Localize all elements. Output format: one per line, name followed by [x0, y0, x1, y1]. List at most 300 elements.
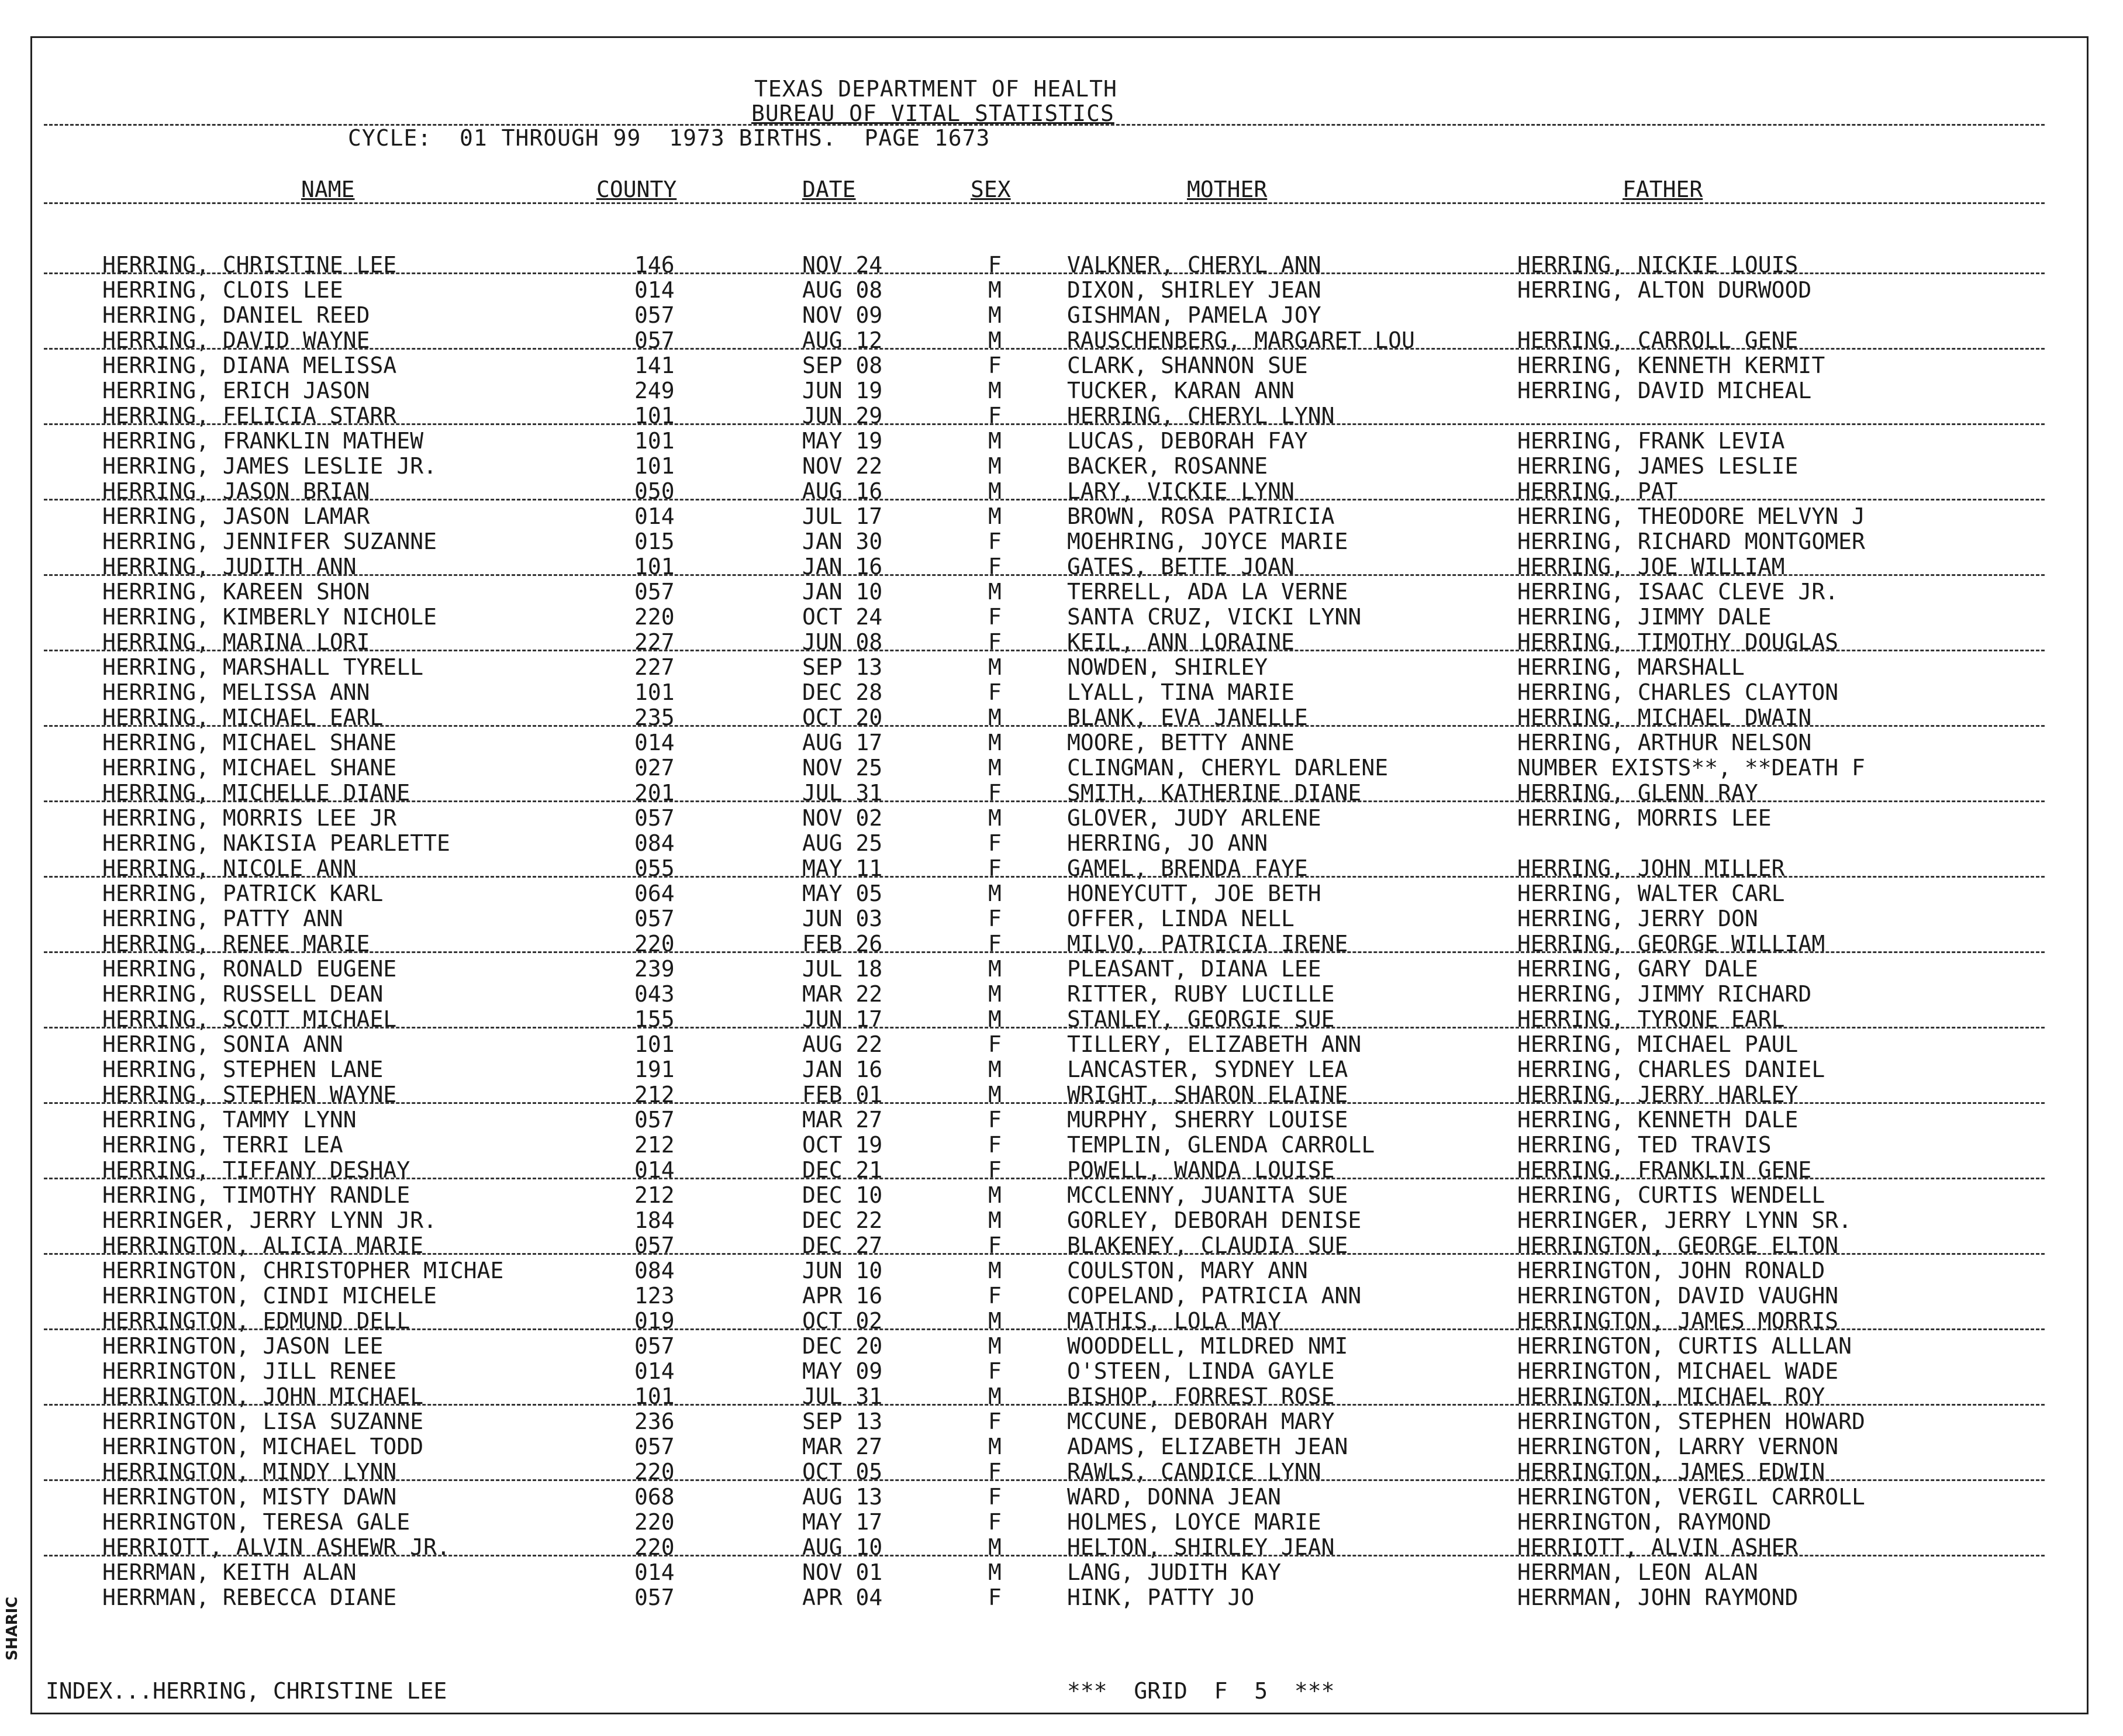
cell-mother: HERRING, CHERYL LYNN [1067, 403, 1335, 429]
cell-name: HERRING, MARINA LORI [102, 629, 370, 655]
cell-sex: F [988, 1484, 1002, 1510]
cell-sex: M [988, 1006, 1002, 1032]
cell-name: HERRMAN, REBECCA DIANE [102, 1585, 397, 1610]
cell-father: HERRINGTON, CURTIS ALLLAN [1517, 1333, 1852, 1359]
cell-father: HERRING, ISAAC CLEVE JR. [1517, 579, 1839, 605]
cell-mother: RAUSCHENBERG, MARGARET LOU [1067, 327, 1415, 353]
cell-date: MAY 17 [802, 1509, 883, 1535]
cell-sex: M [988, 1207, 1002, 1233]
cell-mother: KEIL, ANN LORAINE [1067, 629, 1294, 655]
row-divider [44, 1404, 2045, 1406]
cell-date: NOV 01 [802, 1559, 883, 1585]
cell-sex: F [988, 931, 1002, 957]
row-divider [44, 1479, 2045, 1481]
cell-sex: F [988, 252, 1002, 278]
cell-father: HERRINGTON, STEPHEN HOWARD [1517, 1409, 1865, 1434]
column-header-date: DATE [802, 177, 856, 202]
cell-father: HERRING, JERRY DON [1517, 906, 1758, 931]
cell-father: HERRING, JERRY HARLEY [1517, 1082, 1798, 1107]
row-divider [44, 1178, 2045, 1179]
cell-father: HERRING, ARTHUR NELSON [1517, 730, 1812, 755]
cell-father: HERRINGTON, JOHN RONALD [1517, 1258, 1825, 1283]
cell-name: HERRING, RENEE MARIE [102, 931, 370, 957]
cell-date: OCT 19 [802, 1132, 883, 1158]
cell-county: 057 [634, 327, 675, 353]
cell-father: HERRING, TIMOTHY DOUGLAS [1517, 629, 1839, 655]
cell-name: HERRING, PATRICK KARL [102, 881, 384, 906]
cell-name: HERRING, CLOIS LEE [102, 277, 343, 303]
cell-date: AUG 13 [802, 1484, 883, 1510]
cell-county: 057 [634, 302, 675, 328]
cell-county: 155 [634, 1006, 675, 1032]
cell-mother: O'STEEN, LINDA GAYLE [1067, 1358, 1335, 1384]
cell-mother: RITTER, RUBY LUCILLE [1067, 981, 1335, 1007]
cell-date: MAR 27 [802, 1107, 883, 1133]
row-divider [44, 650, 2045, 651]
cell-county: 050 [634, 478, 675, 504]
cell-date: JAN 10 [802, 579, 883, 605]
cell-county: 184 [634, 1207, 675, 1233]
cell-county: 212 [634, 1182, 675, 1208]
cell-name: HERRINGTON, CINDI MICHELE [102, 1283, 437, 1309]
cell-name: HERRING, FRANKLIN MATHEW [102, 428, 424, 454]
cell-date: OCT 20 [802, 705, 883, 730]
cell-sex: F [988, 554, 1002, 579]
table-row [0, 655, 2123, 680]
cell-date: NOV 09 [802, 302, 883, 328]
cell-county: 191 [634, 1057, 675, 1082]
cell-sex: M [988, 1383, 1002, 1409]
cell-sex: F [988, 1509, 1002, 1535]
cell-mother: BLAKENEY, CLAUDIA SUE [1067, 1233, 1348, 1258]
cell-sex: M [988, 503, 1002, 529]
cell-mother: WOODDELL, MILDRED NMI [1067, 1333, 1348, 1359]
cell-county: 101 [634, 1383, 675, 1409]
cell-name: HERRING, KIMBERLY NICHOLE [102, 604, 437, 630]
cell-mother: HELTON, SHIRLEY JEAN [1067, 1534, 1335, 1560]
cell-name: HERRING, MARSHALL TYRELL [102, 654, 424, 680]
cell-county: 057 [634, 579, 675, 605]
cell-father: HERRING, KENNETH DALE [1517, 1107, 1798, 1133]
cell-county: 101 [634, 403, 675, 429]
cell-mother: MOEHRING, JOYCE MARIE [1067, 529, 1348, 554]
cell-sex: F [988, 1358, 1002, 1384]
cell-father: HERRING, NICKIE LOUIS [1517, 252, 1798, 278]
cell-county: 015 [634, 529, 675, 554]
cell-mother: SANTA CRUZ, VICKI LYNN [1067, 604, 1362, 630]
cell-county: 057 [634, 1333, 675, 1359]
column-header-divider [44, 202, 2045, 204]
cell-date: JUN 03 [802, 906, 883, 931]
cell-sex: F [988, 1409, 1002, 1434]
cell-mother: MILVO, PATRICIA IRENE [1067, 931, 1348, 957]
row-divider [44, 1027, 2045, 1029]
cell-date: JAN 16 [802, 554, 883, 579]
footer-grid: *** GRID F 5 *** [1067, 1678, 1335, 1704]
cell-date: JUN 17 [802, 1006, 883, 1032]
cell-mother: TERRELL, ADA LA VERNE [1067, 579, 1348, 605]
cell-father: HERRING, MICHAEL DWAIN [1517, 705, 1812, 730]
cell-mother: RAWLS, CANDICE LYNN [1067, 1459, 1321, 1485]
cell-county: 027 [634, 755, 675, 781]
cell-sex: F [988, 679, 1002, 705]
cell-county: 141 [634, 353, 675, 378]
cell-date: JAN 30 [802, 529, 883, 554]
cell-mother: MATHIS, LOLA MAY [1067, 1308, 1282, 1334]
cell-name: HERRING, MICHAEL SHANE [102, 730, 397, 755]
cell-date: APR 04 [802, 1585, 883, 1610]
cell-county: 014 [634, 1157, 675, 1183]
cell-mother: MOORE, BETTY ANNE [1067, 730, 1294, 755]
cell-name: HERRING, PATTY ANN [102, 906, 343, 931]
row-divider [44, 348, 2045, 350]
cell-mother: GATES, BETTE JOAN [1067, 554, 1294, 579]
row-divider [44, 499, 2045, 501]
table-row [0, 957, 2123, 982]
cell-county: 014 [634, 1559, 675, 1585]
cell-mother: ADAMS, ELIZABETH JEAN [1067, 1434, 1348, 1459]
cell-mother: HERRING, JO ANN [1067, 830, 1268, 856]
cell-mother: LYALL, TINA MARIE [1067, 679, 1294, 705]
cell-mother: OFFER, LINDA NELL [1067, 906, 1294, 931]
cell-sex: M [988, 705, 1002, 730]
cell-county: 084 [634, 830, 675, 856]
table-row [0, 1409, 2123, 1434]
cell-date: NOV 22 [802, 453, 883, 479]
cell-mother: STANLEY, GEORGIE SUE [1067, 1006, 1335, 1032]
cell-county: 235 [634, 705, 675, 730]
cell-date: MAY 05 [802, 881, 883, 906]
table-row [0, 982, 2123, 1007]
cell-date: APR 16 [802, 1283, 883, 1309]
cell-name: HERRING, CHRISTINE LEE [102, 252, 397, 278]
table-row [0, 1208, 2123, 1233]
header-bureau: BUREAU OF VITAL STATISTICS [751, 101, 1114, 126]
cell-name: HERRINGTON, MISTY DAWN [102, 1484, 397, 1510]
cell-county: 084 [634, 1258, 675, 1283]
cell-name: HERRING, NICOLE ANN [102, 855, 357, 881]
table-row [0, 1258, 2123, 1283]
cell-date: MAY 09 [802, 1358, 883, 1384]
cell-mother: LANG, JUDITH KAY [1067, 1559, 1282, 1585]
cell-sex: M [988, 1534, 1002, 1560]
cell-father: HERRING, WALTER CARL [1517, 881, 1785, 906]
cell-mother: HOLMES, LOYCE MARIE [1067, 1509, 1321, 1535]
cell-mother: COPELAND, PATRICIA ANN [1067, 1283, 1362, 1309]
cell-county: 212 [634, 1132, 675, 1158]
cell-mother: BROWN, ROSA PATRICIA [1067, 503, 1335, 529]
table-row [0, 378, 2123, 403]
cell-mother: LANCASTER, SYDNEY LEA [1067, 1057, 1348, 1082]
header-divider [44, 124, 2045, 126]
cell-name: HERRINGTON, JASON LEE [102, 1333, 384, 1359]
cell-sex: M [988, 428, 1002, 454]
cell-date: MAY 11 [802, 855, 883, 881]
cell-father: HERRING, RICHARD MONTGOMER [1517, 529, 1865, 554]
cell-county: 101 [634, 1031, 675, 1057]
cell-sex: M [988, 478, 1002, 504]
cell-sex: M [988, 654, 1002, 680]
cell-name: HERRING, MORRIS LEE JR [102, 805, 397, 831]
cell-father: HERRING, DAVID MICHEAL [1517, 378, 1812, 403]
cell-mother: DIXON, SHIRLEY JEAN [1067, 277, 1321, 303]
cell-mother: MURPHY, SHERRY LOUISE [1067, 1107, 1348, 1133]
table-row [0, 831, 2123, 856]
cell-date: AUG 17 [802, 730, 883, 755]
cell-name: HERRINGTON, JOHN MICHAEL [102, 1383, 424, 1409]
cell-county: 043 [634, 981, 675, 1007]
table-row [0, 454, 2123, 479]
cell-date: DEC 20 [802, 1333, 883, 1359]
cell-date: MAR 27 [802, 1434, 883, 1459]
cell-name: HERRING, RONALD EUGENE [102, 956, 397, 982]
table-row [0, 1510, 2123, 1535]
cell-father: HERRINGTON, RAYMOND [1517, 1509, 1772, 1535]
cell-mother: LARY, VICKIE LYNN [1067, 478, 1294, 504]
cell-county: 014 [634, 503, 675, 529]
table-row [0, 1334, 2123, 1359]
cell-county: 101 [634, 554, 675, 579]
cell-sex: F [988, 604, 1002, 630]
cell-county: 057 [634, 906, 675, 931]
cell-date: FEB 26 [802, 931, 883, 957]
table-row [0, 353, 2123, 378]
cell-name: HERRINGER, JERRY LYNN JR. [102, 1207, 437, 1233]
table-row [0, 605, 2123, 630]
cell-mother: WARD, DONNA JEAN [1067, 1484, 1282, 1510]
cell-sex: M [988, 755, 1002, 781]
cell-mother: GISHMAN, PAMELA JOY [1067, 302, 1321, 328]
cell-name: HERRINGTON, MICHAEL TODD [102, 1434, 424, 1459]
row-divider [44, 1555, 2045, 1556]
cell-name: HERRING, ERICH JASON [102, 378, 370, 403]
cell-father: HERRING, MORRIS LEE [1517, 805, 1772, 831]
cell-sex: M [988, 1258, 1002, 1283]
cell-date: NOV 24 [802, 252, 883, 278]
side-label: SHARIC [4, 1596, 21, 1661]
cell-name: HERRING, SCOTT MICHAEL [102, 1006, 397, 1032]
cell-father: HERRINGTON, MICHAEL ROY [1517, 1383, 1825, 1409]
cell-father: HERRINGER, JERRY LYNN SR. [1517, 1207, 1852, 1233]
cell-father: HERRINGTON, JAMES MORRIS [1517, 1308, 1839, 1334]
cell-sex: F [988, 855, 1002, 881]
cell-father: HERRING, FRANK LEVIA [1517, 428, 1785, 454]
cell-father: HERRING, JOE WILLIAM [1517, 554, 1785, 579]
cell-sex: M [988, 302, 1002, 328]
cell-father: HERRING, JIMMY DALE [1517, 604, 1772, 630]
cell-county: 123 [634, 1283, 675, 1309]
cell-sex: M [988, 579, 1002, 605]
table-row [0, 1560, 2123, 1585]
header-department: TEXAS DEPARTMENT OF HEALTH [754, 76, 1117, 102]
cell-date: DEC 28 [802, 679, 883, 705]
cell-county: 057 [634, 1107, 675, 1133]
row-divider [44, 876, 2045, 878]
cell-sex: F [988, 1031, 1002, 1057]
cell-date: MAY 19 [802, 428, 883, 454]
cell-father: HERRINGTON, LARRY VERNON [1517, 1434, 1839, 1459]
table-row [0, 1133, 2123, 1158]
cell-name: HERRING, SONIA ANN [102, 1031, 343, 1057]
cell-name: HERRING, JENNIFER SUZANNE [102, 529, 437, 554]
cell-sex: F [988, 403, 1002, 429]
cell-mother: POWELL, WANDA LOUISE [1067, 1157, 1335, 1183]
cell-name: HERRINGTON, TERESA GALE [102, 1509, 410, 1535]
cell-mother: MCCLENNY, JUANITA SUE [1067, 1182, 1348, 1208]
cell-father: HERRING, JOHN MILLER [1517, 855, 1785, 881]
row-divider [44, 1253, 2045, 1255]
cell-sex: F [988, 353, 1002, 378]
cell-date: SEP 13 [802, 1409, 883, 1434]
table-row [0, 806, 2123, 831]
cell-father: HERRING, GEORGE WILLIAM [1517, 931, 1825, 957]
column-header-mother: MOTHER [1187, 177, 1268, 202]
cell-name: HERRING, TIFFANY DESHAY [102, 1157, 410, 1183]
cell-sex: M [988, 277, 1002, 303]
header-cycle: CYCLE: 01 THROUGH 99 1973 BIRTHS. PAGE 1673 [348, 125, 990, 151]
cell-father: HERRING, KENNETH KERMIT [1517, 353, 1825, 378]
cell-sex: M [988, 1082, 1002, 1107]
cell-county: 068 [634, 1484, 675, 1510]
footer-index: INDEX...HERRING, CHRISTINE LEE [46, 1678, 447, 1704]
cell-date: AUG 08 [802, 277, 883, 303]
cell-sex: M [988, 881, 1002, 906]
cell-sex: M [988, 1434, 1002, 1459]
cell-sex: F [988, 830, 1002, 856]
cell-sex: F [988, 780, 1002, 806]
column-header-sex: SEX [971, 177, 1011, 202]
cell-county: 064 [634, 881, 675, 906]
cell-county: 146 [634, 252, 675, 278]
table-row [0, 303, 2123, 328]
table-row [0, 680, 2123, 705]
cell-name: HERRING, KAREEN SHON [102, 579, 370, 605]
cell-mother: VALKNER, CHERYL ANN [1067, 252, 1321, 278]
cell-date: AUG 25 [802, 830, 883, 856]
cell-date: JUL 18 [802, 956, 883, 982]
cell-county: 227 [634, 654, 675, 680]
cell-father: HERRING, ALTON DURWOOD [1517, 277, 1812, 303]
cell-mother: BACKER, ROSANNE [1067, 453, 1268, 479]
cell-county: 220 [634, 1534, 675, 1560]
cell-county: 249 [634, 378, 675, 403]
cell-father: HERRING, GARY DALE [1517, 956, 1758, 982]
cell-county: 101 [634, 453, 675, 479]
cell-father: HERRING, MARSHALL [1517, 654, 1745, 680]
cell-name: HERRIOTT, ALVIN ASHEWR JR. [102, 1534, 450, 1560]
row-divider [44, 951, 2045, 953]
cell-father: HERRING, JIMMY RICHARD [1517, 981, 1812, 1007]
cell-mother: SMITH, KATHERINE DIANE [1067, 780, 1362, 806]
cell-county: 220 [634, 1459, 675, 1485]
cell-county: 014 [634, 730, 675, 755]
cell-sex: F [988, 529, 1002, 554]
cell-name: HERRING, JASON BRIAN [102, 478, 370, 504]
cell-sex: F [988, 1132, 1002, 1158]
cell-name: HERRING, JAMES LESLIE JR. [102, 453, 437, 479]
cell-county: 201 [634, 780, 675, 806]
cell-father: HERRING, CURTIS WENDELL [1517, 1182, 1825, 1208]
cell-name: HERRINGTON, ALICIA MARIE [102, 1233, 424, 1258]
cell-father: HERRIOTT, ALVIN ASHER [1517, 1534, 1798, 1560]
cell-mother: GAMEL, BRENDA FAYE [1067, 855, 1308, 881]
cell-mother: TILLERY, ELIZABETH ANN [1067, 1031, 1362, 1057]
cell-county: 239 [634, 956, 675, 982]
table-row [0, 755, 2123, 781]
cell-mother: TEMPLIN, GLENDA CARROLL [1067, 1132, 1375, 1158]
table-row [0, 1585, 2123, 1610]
cell-date: AUG 10 [802, 1534, 883, 1560]
cell-name: HERRINGTON, LISA SUZANNE [102, 1409, 424, 1434]
cell-county: 055 [634, 855, 675, 881]
table-row [0, 1485, 2123, 1510]
cell-father: HERRING, THEODORE MELVYN J [1517, 503, 1865, 529]
cell-date: OCT 02 [802, 1308, 883, 1334]
cell-date: JUL 31 [802, 780, 883, 806]
cell-county: 212 [634, 1082, 675, 1107]
cell-father: HERRING, JAMES LESLIE [1517, 453, 1798, 479]
cell-date: NOV 02 [802, 805, 883, 831]
cell-date: JUL 17 [802, 503, 883, 529]
table-row [0, 278, 2123, 303]
cell-name: HERRING, JASON LAMAR [102, 503, 370, 529]
cell-sex: M [988, 1182, 1002, 1208]
cell-father: HERRING, CHARLES CLAYTON [1517, 679, 1839, 705]
cell-father: HERRINGTON, MICHAEL WADE [1517, 1358, 1839, 1384]
cell-county: 057 [634, 1585, 675, 1610]
table-row [0, 906, 2123, 931]
cell-sex: M [988, 1057, 1002, 1082]
cell-mother: HINK, PATTY JO [1067, 1585, 1255, 1610]
cell-name: HERRMAN, KEITH ALAN [102, 1559, 357, 1585]
cell-name: HERRING, RUSSELL DEAN [102, 981, 384, 1007]
cell-father: HERRING, MICHAEL PAUL [1517, 1031, 1798, 1057]
cell-county: 014 [634, 1358, 675, 1384]
row-divider [44, 1328, 2045, 1330]
row-divider [44, 725, 2045, 727]
cell-county: 220 [634, 604, 675, 630]
cell-father: HERRMAN, JOHN RAYMOND [1517, 1585, 1798, 1610]
cell-county: 220 [634, 1509, 675, 1535]
cell-sex: M [988, 805, 1002, 831]
column-header-county: COUNTY [596, 177, 677, 202]
cell-name: HERRING, STEPHEN WAYNE [102, 1082, 397, 1107]
cell-date: JUL 31 [802, 1383, 883, 1409]
cell-date: AUG 16 [802, 478, 883, 504]
table-row [0, 529, 2123, 554]
row-divider [44, 800, 2045, 802]
cell-date: FEB 01 [802, 1082, 883, 1107]
cell-county: 019 [634, 1308, 675, 1334]
cell-date: DEC 21 [802, 1157, 883, 1183]
cell-father: HERRINGTON, DAVID VAUGHN [1517, 1283, 1839, 1309]
cell-mother: GORLEY, DEBORAH DENISE [1067, 1207, 1362, 1233]
cell-father: NUMBER EXISTS**, **DEATH F [1517, 755, 1865, 781]
cell-sex: F [988, 906, 1002, 931]
cell-name: HERRING, MICHELLE DIANE [102, 780, 410, 806]
cell-county: 220 [634, 931, 675, 957]
cell-date: JUN 08 [802, 629, 883, 655]
cell-mother: LUCAS, DEBORAH FAY [1067, 428, 1308, 454]
cell-date: MAR 22 [802, 981, 883, 1007]
table-row [0, 429, 2123, 454]
cell-father: HERRINGTON, VERGIL CARROLL [1517, 1484, 1865, 1510]
cell-sex: F [988, 1283, 1002, 1309]
cell-date: AUG 12 [802, 327, 883, 353]
cell-name: HERRING, MELISSA ANN [102, 679, 370, 705]
cell-date: AUG 22 [802, 1031, 883, 1057]
cell-father: HERRING, GLENN RAY [1517, 780, 1758, 806]
